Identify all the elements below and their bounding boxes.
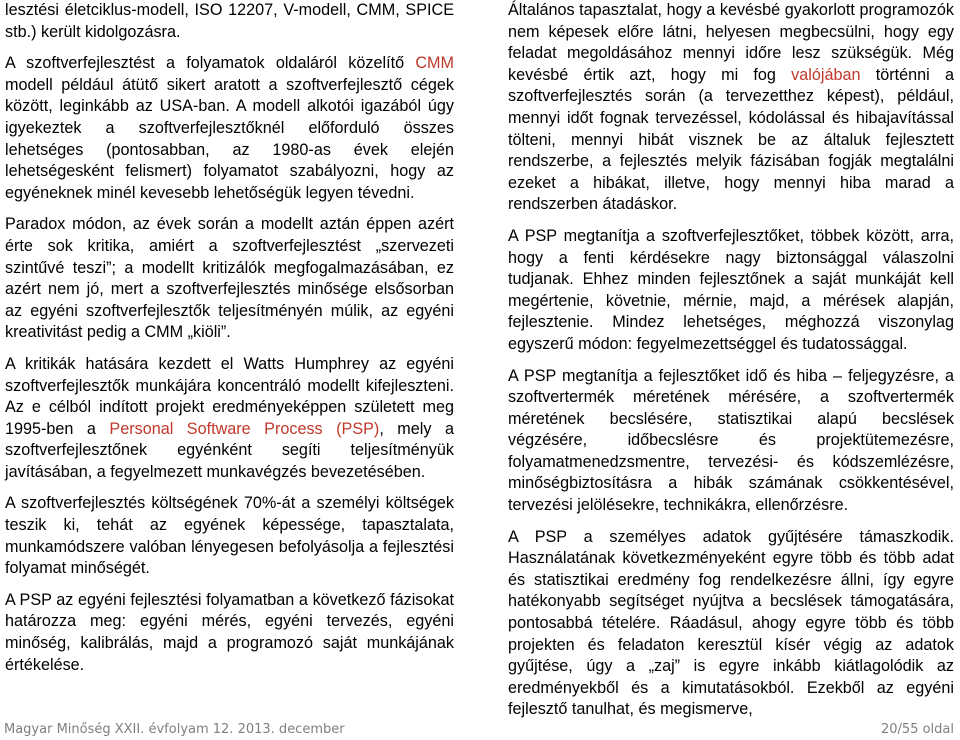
highlighted-term: Personal Software Process (PSP) bbox=[109, 419, 380, 438]
paragraph-text: történni a szoftverfejlesztés során (a tervezetthez képest), például, mennyi időt fognak tervezéssel, kódolással és hibajavítással tölteni, mennyi hibát visznek be az általuk fejlesztett rendszerbe, a fejlesztés melyik fázisában fogják megtalálni ezeket a hibákat, illetve, hogy mennyi hiba marad a rendszerben átadáskor. bbox=[508, 65, 954, 214]
paragraph-text: , mely a szoftverfejlesztőnek egyénként segíti teljesítményük javításában, a fegyelmezett munkavégzés bevezetésében. bbox=[5, 419, 454, 481]
paragraph-text: Paradox módon, az évek során a modellt aztán éppen azért érte sok kritika, amiért a szoftverfejlesztést „szervezeti szintűvé teszi”; a modellt kritizálók megfogalmazásában, ez azért nem jó, mert a szoftverfejlesztés minősége elsősorban az egyéni szoftverfejlesztők teljesítményén múlik, az egyéni kreativitást pedig a CMM „kiöli”. bbox=[5, 215, 454, 342]
paragraph bbox=[508, 0, 954, 216]
paragraph bbox=[5, 590, 454, 676]
page-number: 20/55 oldal bbox=[881, 722, 954, 737]
paragraph bbox=[508, 527, 954, 721]
paragraph-text: Általános tapasztalat, hogy a kevésbé gyakorlott programozók nem képesek előre látni, helyesen megbecsülni, hogy egy feladat megoldásához mennyi időre lesz szükségük. Még kevésbé értik azt, hogy mi fog bbox=[508, 1, 954, 84]
paragraph bbox=[5, 493, 454, 579]
paragraph-text: A kritikák hatására kezdett el Watts Humphrey az egyéni szoftverfejlesztők munkájára koncentráló modellt kifejleszteni. Az e célból indított projekt eredményeképpen született meg 1995-ben a bbox=[5, 354, 454, 438]
left-column bbox=[5, 0, 454, 686]
paragraph-text: A PSP megtanítja a szoftverfejlesztőket, többek között, arra, hogy a fenti kérdésekre nagy biztonsággal válaszolni tudjanak. Ehhez minden fejlesztőnek a saját munkáját kell megértenie, követnie, mérnie, majd, a mérések alapján, fejlesztenie. Mindez lehetséges, méghozzá viszonylag egyszerű módon: fegyelmezettséggel és tudatossággal. bbox=[508, 226, 954, 353]
paragraph-text: modell például átütő sikert aratott a szoftverfejlesztő cégek között, leginkább az USA-ban. A modell alkotói igazából úgy igyekeztek a szoftverfejlesztőknél előforduló összes lehetséges (pontosabban, az 1980-as évek elején lehetségesként felismert) folyamatot szabályozni, hogy az egyéneknek minél kevesebb lehetőségük legyen tévedni. bbox=[5, 75, 454, 202]
paragraph-text: A szoftverfejlesztés költségének 70%-át a személyi költségek teszik ki, tehát az egyének képessége, tapasztalata, munkamódszere valóban lényegesen befolyásolja a fejlesztési folyamat minőségét. bbox=[5, 494, 454, 578]
paragraph bbox=[5, 53, 454, 204]
paragraph bbox=[508, 226, 954, 356]
paragraph-text: A PSP megtanítja a fejlesztőket idő és hiba – feljegyzésre, a szoftvertermék méretének mérésére, a szoftvertermék méretének becslésére, statisztikai alapú becslések végzésére, időbecslésre és projektütemezésre, folyamatmenedzsmentre, tervezési- és kódszemlézésre, minőségbiztosításra a hibák számának csökkentésével, tervezési jelölésekre, technikákra, ellenőrzésre. bbox=[508, 366, 954, 515]
paragraph-text: A PSP az egyéni fejlesztési folyamatban a következő fázisokat határozza meg: egyéni mérés, egyéni tervezés, egyéni minőség, kalibrálás, majd a programozó saját munkájának értékelése. bbox=[5, 590, 454, 674]
paragraph bbox=[5, 354, 454, 484]
page-footer bbox=[4, 722, 954, 740]
highlighted-term: valójában bbox=[791, 65, 861, 84]
paragraph bbox=[508, 366, 954, 517]
paragraph-text: A szoftverfejlesztést a folyamatok oldaláról közelítő bbox=[5, 54, 416, 73]
right-column bbox=[508, 0, 954, 731]
paragraph-text: A PSP a személyes adatok gyűjtésére támaszkodik. Használatának következményeként egyre több és több adat és statisztikai eredmény fog rendelkezésre állni, így egyre hatékonyabb segítséget nyújtva a becslések támogatására, pontosabbá tételére. Ráadásul, ahogy egyre több és több projekten és feladaton keresztül kísér végig az adatok gyűjtése, úgy a „zaj” is egyre inkább kiátlagolódik az eredményekből és a kimutatásokból. Ezekből az egyéni fejlesztő tanulhat, és megismerve, bbox=[508, 527, 954, 719]
paragraph-text: lesztési életciklus-modell, ISO 12207, V-modell, CMM, SPICE stb.) került kidolgozásra. bbox=[5, 1, 454, 41]
paragraph bbox=[5, 0, 454, 43]
paragraph bbox=[5, 214, 454, 344]
highlighted-term: CMM bbox=[415, 54, 454, 73]
journal-issue: Magyar Minőség XXII. évfolyam 12. 2013. december bbox=[4, 722, 345, 737]
